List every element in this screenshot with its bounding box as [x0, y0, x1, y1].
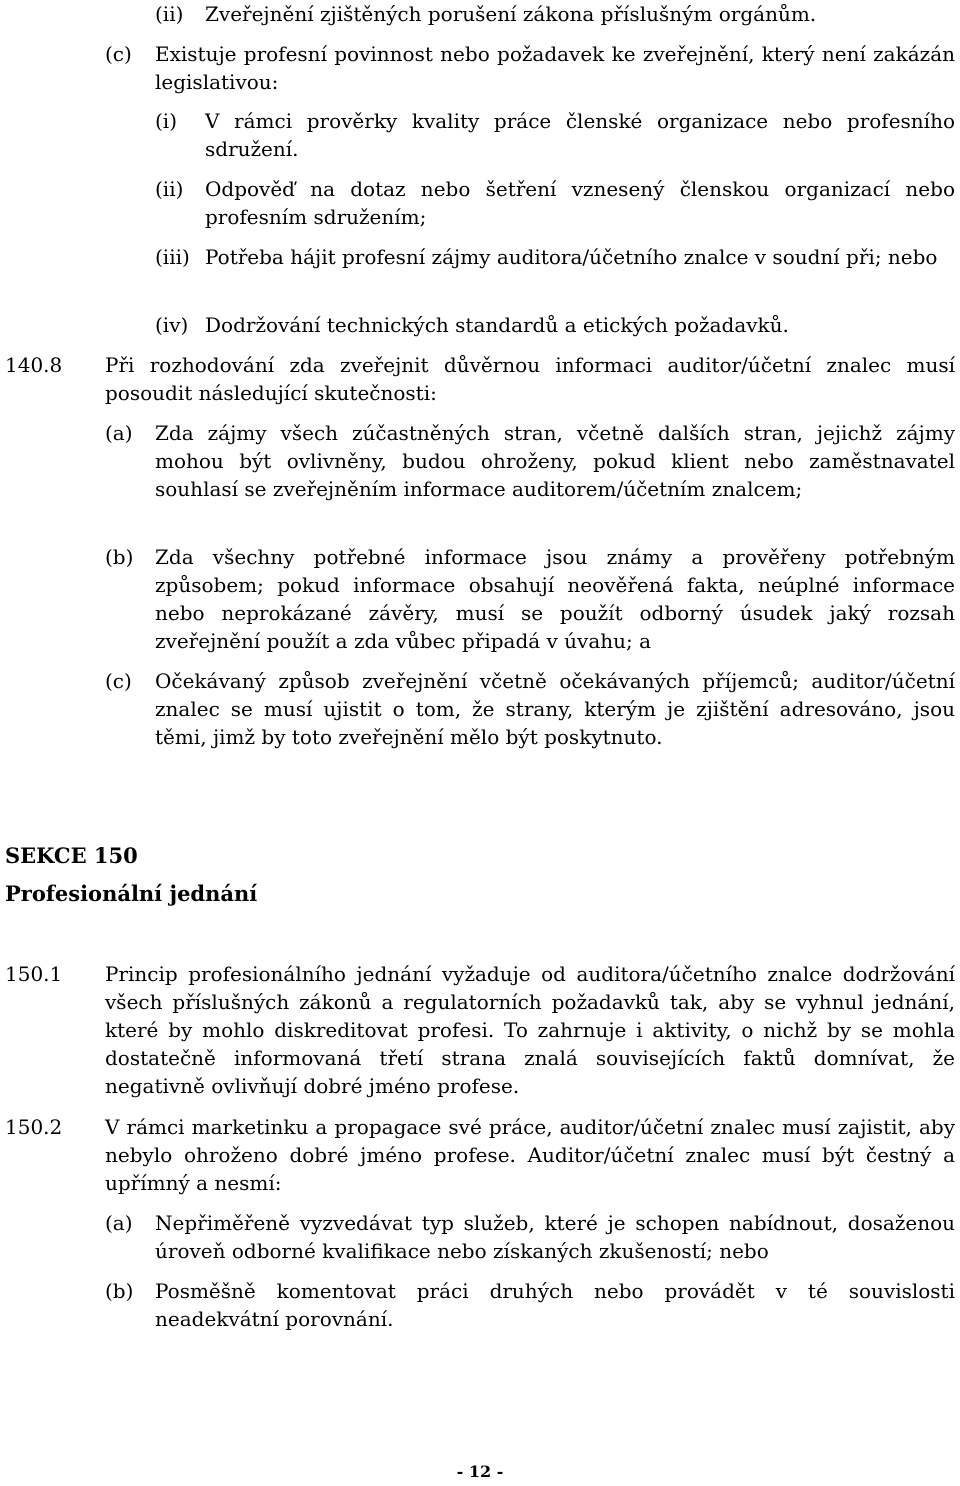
item-label: (b) [105, 545, 134, 569]
item-label: (b) [105, 1279, 134, 1303]
list-item [155, 175, 955, 231]
paragraph-text: Při rozhodování zda zveřejnit důvěrnou informaci auditor/účetní znalec musí posoudit následující skutečnosti: [105, 353, 955, 405]
list-item [155, 311, 955, 339]
paragraph-140-8 [5, 351, 955, 407]
item-text: Očekávaný způsob zveřejnění včetně očekávaných příjemců; auditor/účetní znalec se musí ujistit o tom, že strany, kterým je zjištění adresováno, jsou těmi, jimž by toto zveřejnění mělo být poskytnuto. [155, 669, 955, 749]
list-item [105, 419, 955, 503]
paragraph-number: 150.1 [5, 962, 63, 986]
item-text: Zda všechny potřebné informace jsou známy a prověřeny potřebným způsobem; pokud informace obsahují neověřená fakta, neúplné informace nebo neprokázané závěry, musí se použít odborný úsudek jaký rozsah zveřejnění použít a zda vůbec připadá v úvahu; a [155, 545, 955, 653]
list-item [105, 1277, 955, 1333]
item-label: (c) [105, 669, 132, 693]
list-item [105, 543, 955, 655]
paragraph-text: V rámci marketinku a propagace své práce, auditor/účetní znalec musí zajistit, aby nebylo ohroženo dobré jméno profese. Auditor/účetní znalec musí být čestný a upřímný a nesmí: [105, 1115, 955, 1195]
item-label: (iii) [155, 245, 190, 269]
item-label: (iv) [155, 313, 189, 337]
list-item [105, 40, 955, 96]
list-item [155, 243, 955, 271]
item-label: (ii) [155, 2, 184, 26]
item-label: (c) [105, 42, 132, 66]
paragraph-150-2 [5, 1113, 955, 1197]
list-item [155, 0, 955, 28]
item-text: V rámci prověrky kvality práce členské organizace nebo profesního sdružení. [205, 109, 955, 161]
item-label: (a) [105, 1211, 133, 1235]
paragraph-150-1 [5, 960, 955, 1100]
page-number: - 12 - [456, 1462, 504, 1481]
item-text: Zda zájmy všech zúčastněných stran, včetně dalších stran, jejichž zájmy mohou být ovlivněny, budou ohroženy, pokud klient nebo zaměstnavatel souhlasí se zveřejněním informace auditorem/účetním znalcem; [155, 421, 955, 501]
paragraph-number: 150.2 [5, 1115, 63, 1139]
item-text: Odpověď na dotaz nebo šetření vznesený členskou organizací nebo profesním sdružením; [205, 177, 955, 229]
item-text: Potřeba hájit profesní zájmy auditora/účetního znalce v soudní při; nebo [205, 245, 938, 269]
paragraph-number: 140.8 [5, 353, 63, 377]
item-text: Posměšně komentovat práci druhých nebo provádět v té souvislosti neadekvátní porovnání. [155, 1279, 955, 1331]
item-text: Dodržování technických standardů a etických požadavků. [205, 313, 789, 337]
item-label: (ii) [155, 177, 184, 201]
section-title: SEKCE 150 [5, 843, 138, 868]
item-text: Existuje profesní povinnost nebo požadavek ke zveřejnění, který není zakázán legislativou: [155, 42, 955, 94]
item-text: Zveřejnění zjištěných porušení zákona příslušným orgánům. [205, 2, 817, 26]
item-label: (a) [105, 421, 133, 445]
list-item [155, 107, 955, 163]
list-item [105, 1209, 955, 1265]
list-item [105, 667, 955, 751]
paragraph-text: Princip profesionálního jednání vyžaduje od auditora/účetního znalce dodržování všech příslušných zákonů a regulatorních požadavků tak, aby se vyhnul jednání, které by mohlo diskreditovat profesi. To zahrnuje i aktivity, o nichž by se mohla dostatečně informovaná třetí strana znalá souvisejících faktů domnívat, že negativně ovlivňují dobré jméno profese. [105, 962, 955, 1098]
item-text: Nepřiměřeně vyzvedávat typ služeb, které je schopen nabídnout, dosaženou úroveň odborné kvalifikace nebo získaných zkušeností; nebo [155, 1211, 955, 1263]
section-subtitle: Profesionální jednání [5, 881, 258, 906]
item-label: (i) [155, 109, 178, 133]
